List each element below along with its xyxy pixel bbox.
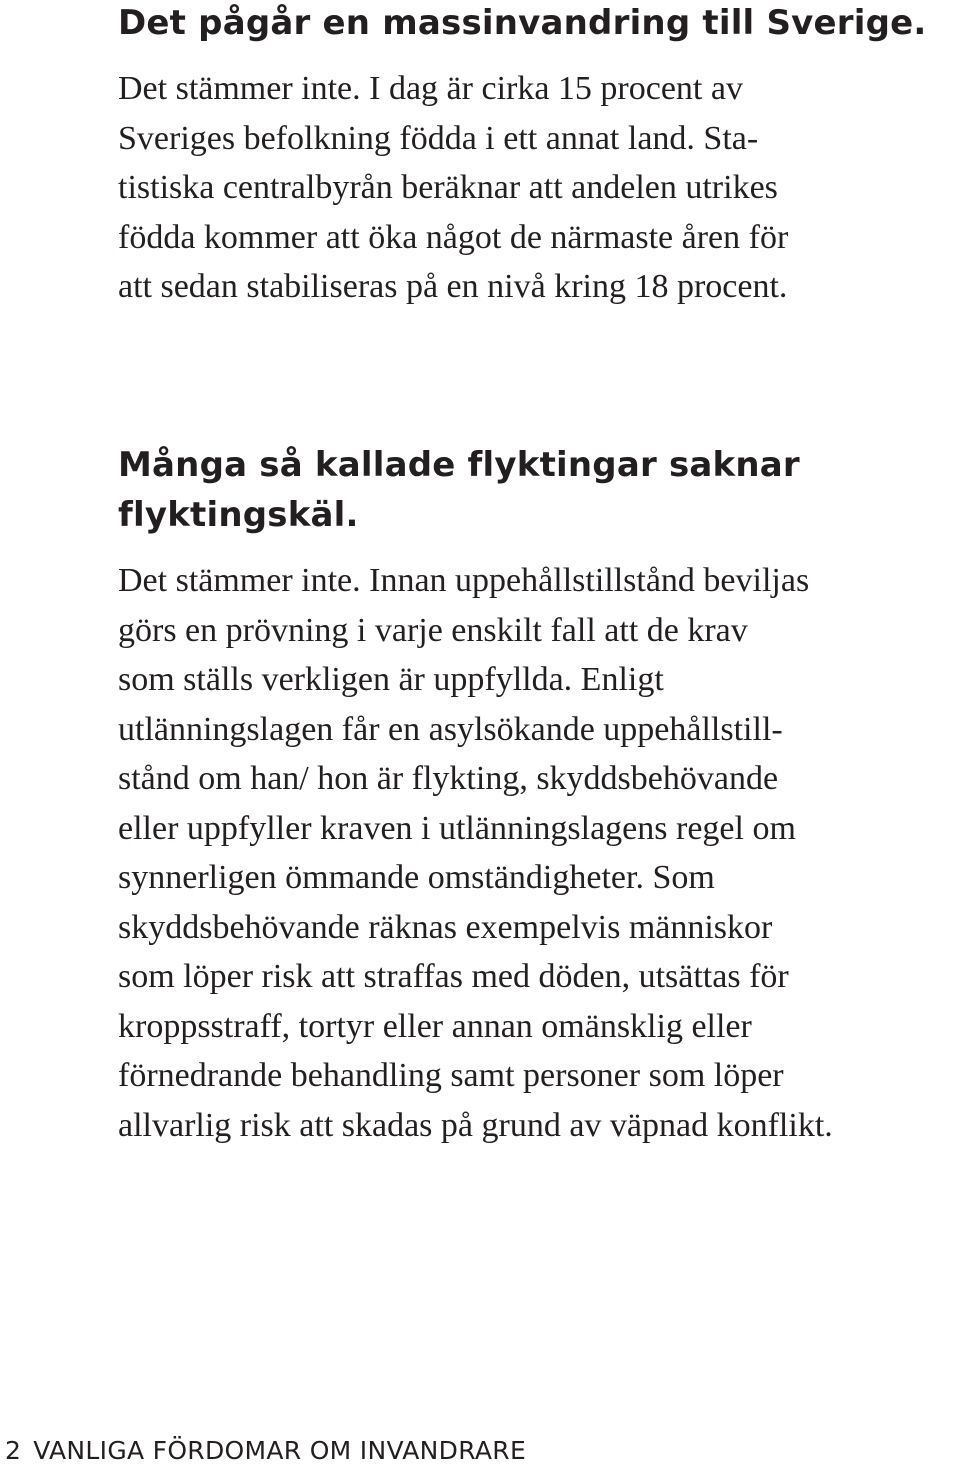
body-line: görs en prövning i varje enskilt fall att de krav xyxy=(118,611,748,649)
body-line: födda kommer att öka något de närmaste åren för xyxy=(118,218,789,256)
body-line: som löper risk att straffas med döden, utsättas för xyxy=(118,958,789,995)
section-heading-massinvandring: Det pågår en massinvandring till Sverige. xyxy=(118,3,927,43)
body-line: kroppsstraff, tortyr eller annan omänsklig eller xyxy=(118,1007,752,1045)
body-line: Det stämmer inte. Innan uppehållstillstånd beviljas xyxy=(118,562,810,599)
section-body-massinvandring xyxy=(118,64,960,312)
body-line: stånd om han/ hon är flykting, skyddsbehövande xyxy=(118,760,779,797)
body-line: eller uppfyller kraven i utlänningslagens regel om xyxy=(118,809,796,847)
body-line: Det stämmer inte. I dag är cirka 15 procent av xyxy=(118,70,743,107)
body-line: synnerligen ömmande omständigheter. Som xyxy=(118,859,715,896)
body-line: utlänningslagen får en asylsökande uppehållstill- xyxy=(118,710,783,748)
body-line: att sedan stabiliseras på en nivå kring 18 procent. xyxy=(118,268,788,305)
page-number: 2 xyxy=(5,1436,22,1465)
page-footer xyxy=(5,1431,526,1471)
body-line: allvarlig risk att skadas på grund av väpnad konflikt. xyxy=(118,1106,833,1144)
body-line: förnedrande behandling samt personer som löper xyxy=(118,1057,784,1094)
body-line: tistiska centralbyrån beräknar att andelen utrikes xyxy=(118,169,778,206)
section-body-flyktingar xyxy=(118,556,960,1150)
body-line: skyddsbehövande räknas exempelvis människor xyxy=(118,908,773,946)
body-line: som ställs verkligen är uppfyllda. Enligt xyxy=(118,661,664,698)
footer-title: VANLIGA FÖRDOMAR OM INVANDRARE xyxy=(33,1436,527,1465)
body-line: Sveriges befolkning födda i ett annat land. Sta- xyxy=(118,119,759,157)
section-heading-flyktingar: Många så kallade flyktingar saknar flyktingskäl. xyxy=(118,445,800,535)
